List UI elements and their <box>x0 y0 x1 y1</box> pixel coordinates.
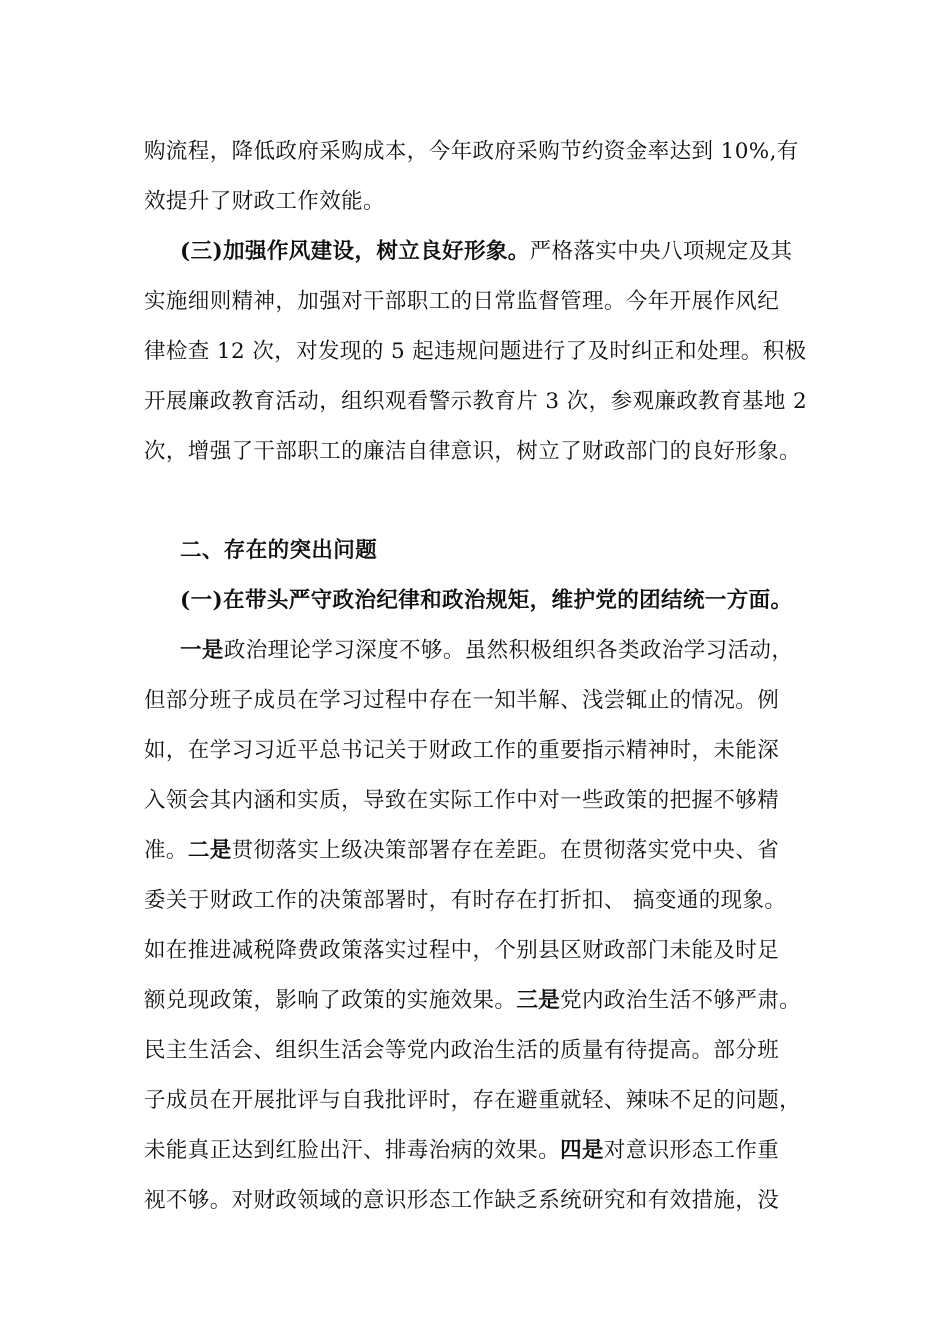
section-heading-line <box>180 237 792 267</box>
point-marker: 四是 <box>560 1138 604 1163</box>
paragraph-line: 民主生活会、组织生活会等党内政治生活的质量有待提高。部分班 <box>144 1038 780 1063</box>
paragraph-line <box>144 836 779 866</box>
paragraph-line: 入领会其内涵和实质，导致在实际工作中对一些政策的把握不够精 <box>144 788 780 813</box>
paragraph-line: 如在推进减税降费政策落实过程中，个别县区财政部门未能及时足 <box>144 938 780 963</box>
paragraph-line <box>144 986 801 1016</box>
point-marker: 三是 <box>516 988 561 1013</box>
point-marker: 一是 <box>180 638 224 663</box>
paragraph-line: 子成员在开展批评与自我批评时，存在避重就轻、辣味不足的问题， <box>144 1088 802 1113</box>
paragraph-text: 对意识形态工作重 <box>603 1138 780 1163</box>
paragraph-line: 视不够。对财政领域的意识形态工作缺乏系统研究和有效措施，没 <box>144 1188 780 1213</box>
paragraph-text: 准。 <box>144 838 188 863</box>
paragraph-line: 开展廉政教育活动，组织观看警示教育片 3 次，参观廉政教育基地 2 <box>144 389 808 414</box>
paragraph-text: 严格落实中央八项规定及其 <box>529 239 793 264</box>
paragraph-line: 委关于财政工作的决策部署时，有时存在打折扣、 搞变通的现象。 <box>144 888 787 913</box>
paragraph-text: 贯彻落实上级决策部署存在差距。在贯彻落实党中央、省 <box>231 838 780 863</box>
point-marker: 二是 <box>187 838 232 863</box>
paragraph-line: 次，增强了干部职工的廉洁自律意识，树立了财政部门的良好形象。 <box>144 439 802 464</box>
paragraph-line: 但部分班子成员在学习过程中存在一知半解、浅尝辄止的情况。例 <box>144 688 780 713</box>
paragraph-text: 党内政治生活不够严肃。 <box>560 988 802 1013</box>
paragraph-text: 额兑现政策，影响了政策的实施效果。 <box>144 988 517 1013</box>
section-heading: (三)加强作风建设，树立良好形象。 <box>180 239 530 264</box>
paragraph-line: 如，在学习习近平总书记关于财政工作的重要指示精神时，未能深 <box>144 738 780 763</box>
paragraph-text: 未能真正达到红脸出汗、排毒治病的效果。 <box>144 1138 561 1163</box>
paragraph-line: 购流程，降低政府采购成本，今年政府采购节约资金率达到 10%,有 <box>144 139 799 164</box>
paragraph-line <box>144 1136 779 1166</box>
chapter-title: 二、存在的突出问题 <box>180 538 378 563</box>
paragraph-text: 政治理论学习深度不够。虽然积极组织各类政治学习活动， <box>223 638 794 663</box>
paragraph-line: 效提升了财政工作效能。 <box>144 189 385 214</box>
paragraph-line <box>180 636 793 666</box>
paragraph-line: 律检查 12 次，对发现的 5 起违规问题进行了及时纠正和处理。积极 <box>144 339 807 364</box>
subsection-heading: (一)在带头严守政治纪律和政治规矩，维护党的团结统一方面。 <box>180 588 793 613</box>
paragraph-line: 实施细则精神，加强对干部职工的日常监督管理。今年开展作风纪 <box>144 289 780 314</box>
